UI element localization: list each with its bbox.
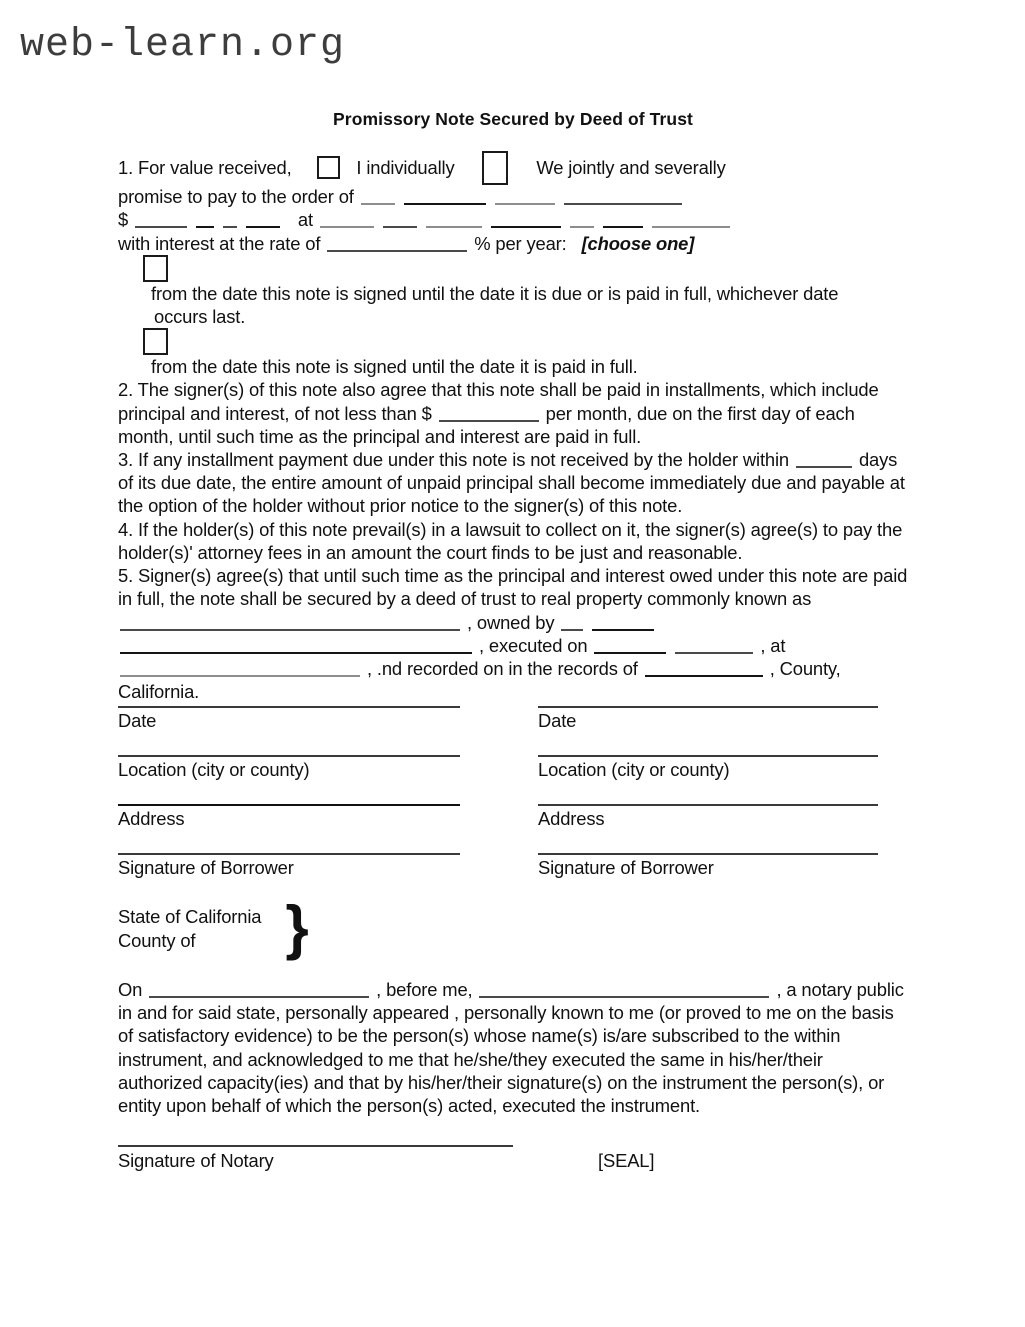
date-label-2: Date: [538, 710, 577, 731]
clause-5: [118, 564, 908, 703]
date-label: Date: [118, 710, 157, 731]
place-fill-e[interactable]: [570, 211, 594, 228]
location-label: Location (city or county): [118, 759, 310, 780]
clause-5-line-executed: [118, 634, 908, 657]
grace-days-fill[interactable]: [796, 451, 852, 468]
signature-column-borrower-2: [538, 706, 908, 902]
label-option-b: from the date this note is signed until the date it is paid in full.: [151, 356, 638, 378]
borrower-signature-label: Signature of Borrower: [118, 857, 294, 878]
notary-acknowledgment: [118, 978, 908, 1117]
notary-on-label: On: [118, 979, 143, 1000]
notary-signature-block: [118, 1145, 908, 1172]
checkbox-option-a[interactable]: [143, 255, 168, 282]
state-county-block: [118, 893, 309, 961]
place-fill-c[interactable]: [426, 211, 482, 228]
address-label: Address: [118, 808, 185, 829]
owner-continued-fill[interactable]: [120, 637, 472, 654]
clause-1: [118, 151, 908, 378]
state-county-lines: [118, 905, 261, 952]
field-group-address: [118, 804, 538, 830]
checkbox-individually[interactable]: [317, 156, 340, 179]
clause-5-executed-on: , executed on: [478, 634, 588, 656]
field-group-location-2: [538, 755, 908, 781]
document-body: [118, 110, 908, 703]
location-label-2: Location (city or county): [538, 759, 730, 780]
checkbox-jointly-severally[interactable]: [482, 151, 508, 185]
clause-2-text-part-1: 2. The signer(s) of this note also agree that this note shall be paid in installments, which include principal and interest, of not less than $: [118, 379, 879, 424]
clause-3-text-part-1: 3. If any installment payment due under this note is not received by the holder within: [118, 449, 790, 471]
site-watermark: web-learn.org: [20, 23, 346, 68]
field-group-signature-2: [538, 853, 908, 879]
dollar-sign: $: [118, 209, 129, 231]
installment-amount-fill[interactable]: [439, 405, 539, 422]
county-label: County of: [118, 929, 196, 951]
signature-block: [118, 706, 908, 902]
payee-fill-c[interactable]: [495, 188, 555, 205]
clause-1-option-a: [118, 255, 908, 328]
place-fill-g[interactable]: [652, 211, 730, 228]
clause-3-text-part-2: days of its due date, the entire amount of unpaid principal shall become immediately due and payable at the option of the holder without prior notice to the signer(s) of this note.: [118, 449, 905, 517]
payee-fill-b[interactable]: [404, 188, 486, 205]
clause-3: [118, 448, 908, 518]
notary-date-fill[interactable]: [149, 981, 369, 998]
state-label: State of California: [118, 906, 262, 927]
notary-signature-label: Signature of Notary: [118, 1150, 274, 1171]
notary-before-me-label: , before me,: [376, 979, 473, 1000]
label-jointly-severally: We jointly and severally: [536, 157, 726, 179]
checkbox-option-b[interactable]: [143, 328, 168, 355]
clause-1-line-3: [118, 208, 908, 231]
owner-fill-b[interactable]: [592, 614, 654, 631]
place-fill-f[interactable]: [603, 211, 643, 228]
clause-1-line-4: [118, 232, 908, 255]
clause-5-state: California.: [118, 681, 200, 703]
field-group-location: [118, 755, 538, 781]
clause-5-text-part-1: 5. Signer(s) agree(s) that until such time as the principal and interest owed under this note are paid in full, the note shall be secured by a deed of trust to real property commonly known as: [118, 565, 908, 610]
seal-label: [SEAL]: [598, 1150, 655, 1171]
executed-date-fill-b[interactable]: [675, 637, 753, 654]
page-title: Promissory Note Secured by Deed of Trust: [333, 109, 693, 129]
clause-1-lead: 1. For value received,: [118, 157, 292, 179]
label-option-a: from the date this note is signed until the date it is due or is paid in full, whichever date occurs last.: [151, 282, 839, 328]
percent-per-year-label: % per year:: [474, 232, 567, 254]
curly-brace-icon: }: [285, 893, 309, 961]
interest-rate-fill[interactable]: [327, 235, 467, 252]
choose-one-label: [choose one]: [581, 232, 695, 254]
recorded-location-fill[interactable]: [120, 660, 360, 677]
field-group-date-2: [538, 706, 908, 732]
clause-5-owned-by: , owned by: [466, 611, 555, 633]
promise-to-pay-label: promise to pay to the order of: [118, 186, 354, 208]
payee-fill-d[interactable]: [564, 188, 682, 205]
clause-2-text-part-2: per month, due on the first day of each month, until such time as the principal and interest are paid in full.: [118, 402, 855, 447]
property-address-fill[interactable]: [120, 614, 460, 631]
notary-text: [118, 978, 908, 1117]
place-fill-b[interactable]: [383, 211, 417, 228]
address-label-2: Address: [538, 808, 605, 829]
clause-1-option-b: [118, 328, 908, 378]
clause-5-at: , at: [760, 634, 786, 656]
notary-body-text: notary public in and for said state, personally appeared , personally known to me (or proved to me on the basis of satisfactory evidence) to be the person(s) whose name(s) is/are subscribed to the within instrument, and acknowledged to me that he/she/they executed the same in his/her/their authorized capacity(ies) and that by his/her/their signature(s) on the instrument the person(s), or entity upon behalf of which the person(s) acted, executed the instrument.: [118, 979, 904, 1117]
signature-column-borrower-1: [118, 706, 538, 902]
executed-date-fill-a[interactable]: [594, 637, 666, 654]
notary-a-suffix: , a: [776, 979, 797, 1000]
notary-name-fill[interactable]: [479, 981, 769, 998]
amount-fill-a[interactable]: [135, 211, 187, 228]
clause-5-recorded: , .nd recorded on in the records of: [366, 657, 638, 679]
field-group-address-2: [538, 804, 908, 830]
place-fill-a[interactable]: [320, 211, 374, 228]
owner-fill-a[interactable]: [561, 614, 583, 631]
field-group-signature: [118, 853, 538, 879]
label-individually: I individually: [356, 157, 455, 179]
clause-4: 4. If the holder(s) of this note prevail(s) in a lawsuit to collect on it, the signer(s) agree(s) to pay the holder(s)' attorney fees in an amount the court finds to be just and reasonable.: [118, 518, 903, 563]
clause-5-line-recorded: [118, 657, 908, 680]
clause-1-line-1: [118, 151, 908, 185]
clause-1-line-2: [118, 185, 908, 208]
county-records-fill[interactable]: [645, 660, 763, 677]
at-label: at: [297, 209, 313, 231]
field-group-date: [118, 706, 538, 732]
clause-5-county: , County,: [769, 657, 841, 679]
interest-rate-label: with interest at the rate of: [118, 232, 321, 254]
amount-fill-d[interactable]: [246, 211, 280, 228]
clause-2: [118, 378, 908, 448]
payee-fill-a[interactable]: [361, 188, 395, 205]
amount-fill-c[interactable]: [223, 211, 237, 228]
borrower-signature-label-2: Signature of Borrower: [538, 857, 714, 878]
amount-fill-b[interactable]: [196, 211, 214, 228]
place-fill-d[interactable]: [491, 211, 561, 228]
clause-5-line-state: [118, 680, 908, 703]
